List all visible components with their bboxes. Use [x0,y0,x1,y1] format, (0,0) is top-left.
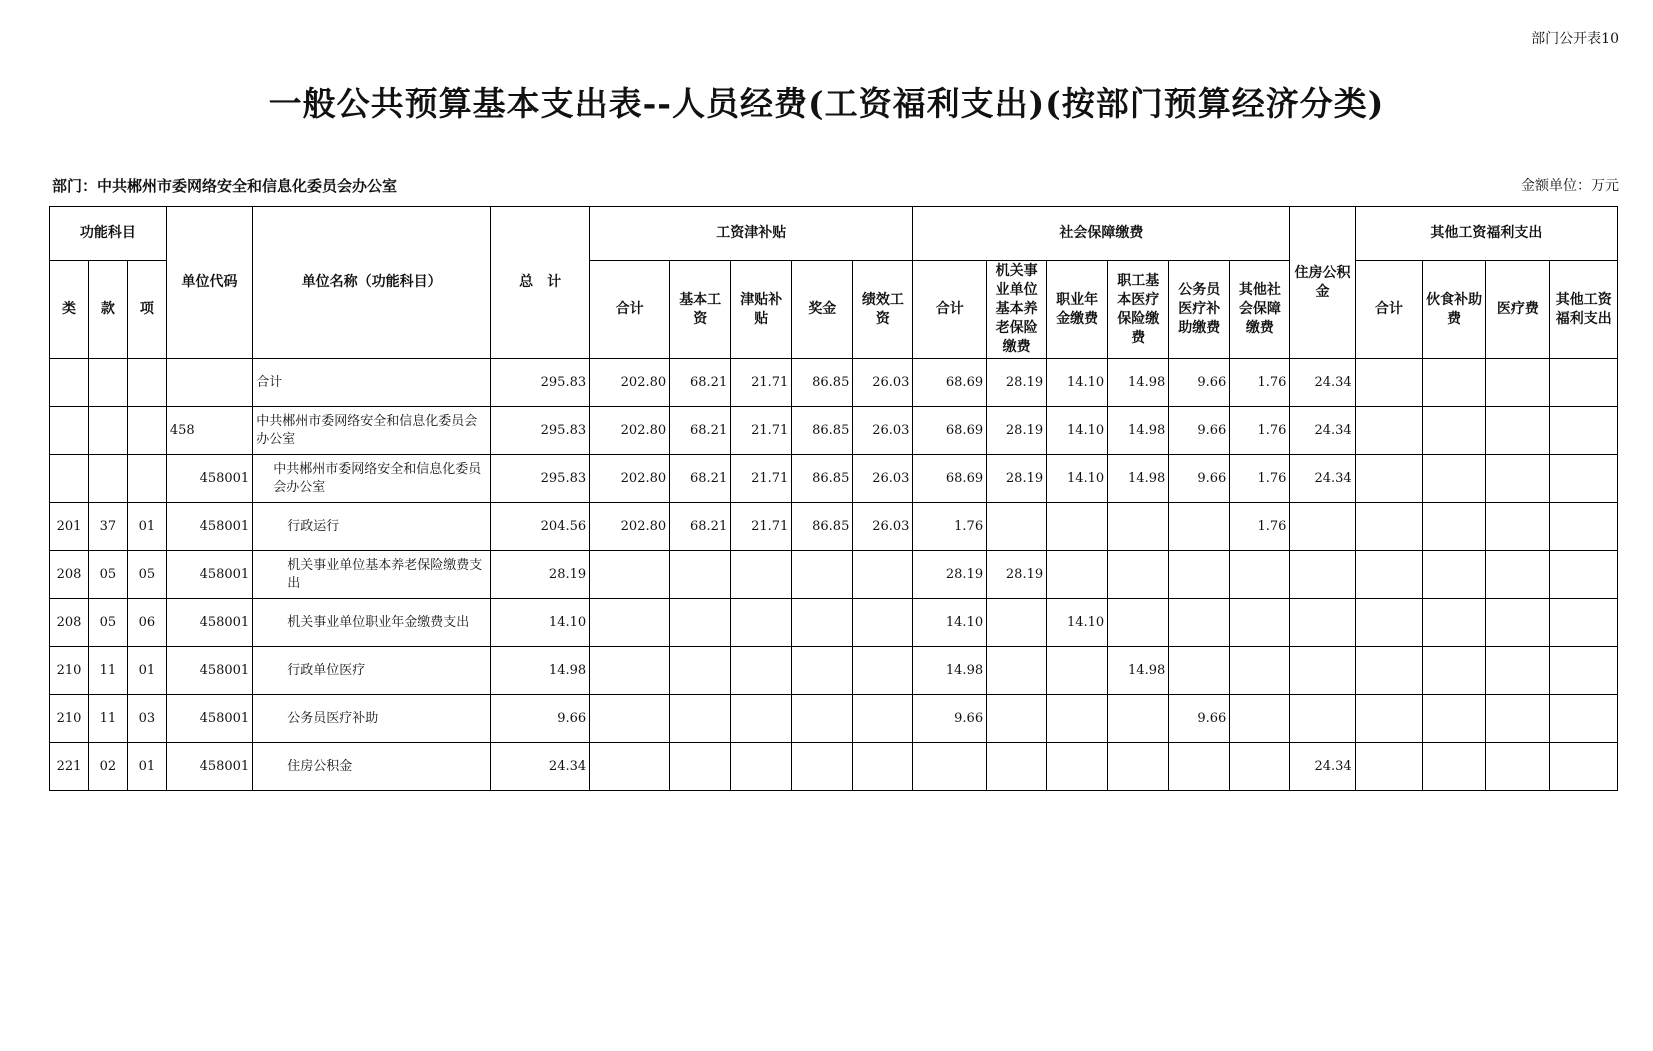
cell-unit-code: 458001 [166,455,252,503]
header-func-subject: 功能科目 [50,207,167,261]
table-row [50,407,1618,455]
cell-basic-wage [670,695,731,743]
cell-basic-wage [670,599,731,647]
cell-bonus: 86.85 [792,407,853,455]
header-civil-medical: 公务员医疗补助缴费 [1169,261,1230,359]
cell-annuity [1047,695,1108,743]
cell-other-social: 1.76 [1230,503,1290,551]
cell-housing: 24.34 [1290,455,1355,503]
cell-other-total [1355,599,1422,647]
cell-pension [987,743,1047,791]
amount-unit-label: 金额单位：万元 [1521,178,1619,194]
cell-lei: 210 [50,647,89,695]
header-medical: 职工基本医疗保险缴费 [1108,261,1169,359]
cell-xiang: 01 [127,503,166,551]
cell-unit-name: 中共郴州市委网络安全和信息化委员会办公室 [253,455,491,503]
cell-total: 24.34 [491,743,590,791]
cell-medical [1108,599,1169,647]
cell-allowance: 21.71 [731,455,792,503]
cell-unit-name: 机关事业单位职业年金缴费支出 [253,599,491,647]
cell-medical-fee [1486,743,1550,791]
cell-basic-wage [670,551,731,599]
cell-annuity: 14.10 [1047,455,1108,503]
cell-other-total [1355,695,1422,743]
cell-allowance: 21.71 [731,359,792,407]
table-row [50,551,1618,599]
cell-total: 295.83 [491,359,590,407]
cell-unit-name: 行政运行 [253,503,491,551]
cell-total: 295.83 [491,407,590,455]
cell-xiang: 03 [127,695,166,743]
cell-performance [853,599,913,647]
budget-table [49,206,1618,791]
cell-lei: 221 [50,743,89,791]
cell-unit-name: 行政单位医疗 [253,647,491,695]
cell-unit-code: 458001 [166,743,252,791]
cell-other-welfare [1550,551,1618,599]
header-wage-total: 合计 [590,261,670,359]
cell-social-total: 68.69 [913,359,987,407]
cell-performance [853,551,913,599]
department-label: 部门：中共郴州市委网络安全和信息化委员会办公室 [52,177,398,195]
cell-lei: 208 [50,551,89,599]
cell-kuan: 02 [88,743,127,791]
cell-medical-fee [1486,599,1550,647]
cell-other-welfare [1550,359,1618,407]
cell-pension [987,695,1047,743]
cell-civil-medical: 9.66 [1169,455,1230,503]
cell-other-total [1355,551,1422,599]
cell-civil-medical: 9.66 [1169,695,1230,743]
cell-wage-total [590,743,670,791]
cell-pension [987,599,1047,647]
cell-other-welfare [1550,695,1618,743]
cell-basic-wage: 68.21 [670,503,731,551]
cell-performance: 26.03 [853,503,913,551]
form-label: 部门公开表10 [1531,31,1619,47]
cell-kuan: 05 [88,551,127,599]
cell-civil-medical [1169,647,1230,695]
header-annuity: 职业年金缴费 [1047,261,1108,359]
cell-performance [853,695,913,743]
cell-xiang [127,455,166,503]
header-kuan: 款 [88,261,127,359]
cell-other-social [1230,599,1290,647]
cell-total: 14.98 [491,647,590,695]
cell-performance: 26.03 [853,407,913,455]
cell-pension [987,647,1047,695]
header-other-total: 合计 [1355,261,1422,359]
cell-meal [1423,743,1486,791]
cell-kuan [88,359,127,407]
cell-allowance [731,695,792,743]
cell-total: 295.83 [491,455,590,503]
cell-annuity [1047,551,1108,599]
cell-unit-name: 中共郴州市委网络安全和信息化委员会办公室 [253,407,491,455]
cell-pension: 28.19 [987,407,1047,455]
cell-annuity: 14.10 [1047,407,1108,455]
cell-social-total: 9.66 [913,695,987,743]
cell-total: 9.66 [491,695,590,743]
cell-medical-fee [1486,695,1550,743]
cell-kuan [88,407,127,455]
cell-allowance: 21.71 [731,407,792,455]
cell-medical [1108,551,1169,599]
cell-allowance [731,599,792,647]
cell-annuity [1047,743,1108,791]
cell-performance: 26.03 [853,455,913,503]
cell-civil-medical: 9.66 [1169,407,1230,455]
header-wage-group: 工资津补贴 [590,207,913,261]
cell-xiang: 05 [127,551,166,599]
page-title: 一般公共预算基本支出表--人员经费(工资福利支出)(按部门预算经济分类) [268,84,1385,123]
cell-civil-medical [1169,599,1230,647]
cell-medical [1108,743,1169,791]
cell-pension: 28.19 [987,551,1047,599]
cell-total: 204.56 [491,503,590,551]
header-basic-wage: 基本工资 [670,261,731,359]
cell-lei [50,359,89,407]
cell-medical-fee [1486,407,1550,455]
cell-other-total [1355,503,1422,551]
cell-medical-fee [1486,359,1550,407]
cell-civil-medical [1169,503,1230,551]
cell-medical: 14.98 [1108,455,1169,503]
cell-bonus: 86.85 [792,455,853,503]
header-allowance: 津贴补贴 [731,261,792,359]
cell-social-total: 1.76 [913,503,987,551]
header-bonus: 奖金 [792,261,853,359]
cell-unit-code: 458001 [166,551,252,599]
cell-bonus [792,551,853,599]
cell-other-welfare [1550,407,1618,455]
cell-medical [1108,695,1169,743]
cell-xiang [127,359,166,407]
cell-lei: 210 [50,695,89,743]
cell-lei: 208 [50,599,89,647]
cell-xiang: 01 [127,647,166,695]
cell-other-welfare [1550,599,1618,647]
cell-other-social: 1.76 [1230,407,1290,455]
cell-social-total: 14.98 [913,647,987,695]
header-social-group: 社会保障缴费 [913,207,1290,261]
cell-housing: 24.34 [1290,743,1355,791]
cell-other-total [1355,647,1422,695]
header-lei: 类 [50,261,89,359]
cell-unit-code [166,359,252,407]
cell-other-social [1230,647,1290,695]
cell-other-social [1230,743,1290,791]
cell-medical [1108,503,1169,551]
cell-medical: 14.98 [1108,647,1169,695]
table-row [50,455,1618,503]
header-meal: 伙食补助费 [1423,261,1486,359]
cell-kuan: 11 [88,647,127,695]
header-total: 总 计 [491,207,590,359]
table-row [50,599,1618,647]
cell-civil-medical [1169,743,1230,791]
cell-allowance [731,551,792,599]
cell-basic-wage: 68.21 [670,407,731,455]
cell-bonus: 86.85 [792,503,853,551]
cell-wage-total: 202.80 [590,503,670,551]
cell-social-total: 14.10 [913,599,987,647]
cell-meal [1423,359,1486,407]
cell-annuity: 14.10 [1047,359,1108,407]
cell-xiang: 06 [127,599,166,647]
header-other-group: 其他工资福利支出 [1355,207,1617,261]
header-pension: 机关事业单位基本养老保险缴费 [987,261,1047,359]
cell-lei: 201 [50,503,89,551]
table-row [50,743,1618,791]
cell-xiang [127,407,166,455]
cell-social-total: 68.69 [913,455,987,503]
cell-basic-wage: 68.21 [670,455,731,503]
cell-wage-total: 202.80 [590,407,670,455]
cell-medical: 14.98 [1108,359,1169,407]
cell-meal [1423,455,1486,503]
cell-housing [1290,599,1355,647]
header-other-welfare: 其他工资福利支出 [1550,261,1618,359]
cell-total: 28.19 [491,551,590,599]
cell-wage-total [590,551,670,599]
cell-wage-total [590,599,670,647]
cell-other-total [1355,455,1422,503]
header-housing: 住房公积金 [1290,207,1355,359]
cell-unit-code: 458001 [166,695,252,743]
cell-bonus: 86.85 [792,359,853,407]
header-unit-name: 单位名称（功能科目） [253,207,491,359]
cell-wage-total [590,695,670,743]
cell-performance [853,647,913,695]
header-performance: 绩效工资 [853,261,913,359]
cell-other-welfare [1550,647,1618,695]
cell-social-total [913,743,987,791]
cell-meal [1423,647,1486,695]
table-row [50,695,1618,743]
cell-pension: 28.19 [987,455,1047,503]
cell-unit-name: 住房公积金 [253,743,491,791]
cell-lei [50,455,89,503]
cell-xiang: 01 [127,743,166,791]
cell-unit-name: 机关事业单位基本养老保险缴费支出 [253,551,491,599]
cell-annuity [1047,503,1108,551]
cell-other-total [1355,359,1422,407]
cell-wage-total: 202.80 [590,455,670,503]
cell-medical-fee [1486,647,1550,695]
cell-other-social: 1.76 [1230,359,1290,407]
cell-medical: 14.98 [1108,407,1169,455]
cell-performance [853,743,913,791]
cell-lei [50,407,89,455]
cell-unit-code: 458 [166,407,252,455]
cell-annuity: 14.10 [1047,599,1108,647]
cell-meal [1423,599,1486,647]
cell-medical-fee [1486,503,1550,551]
table-row [50,359,1618,407]
cell-meal [1423,695,1486,743]
cell-kuan [88,455,127,503]
cell-housing [1290,695,1355,743]
header-social-total: 合计 [913,261,987,359]
cell-other-total [1355,743,1422,791]
header-unit-code: 单位代码 [166,207,252,359]
cell-other-welfare [1550,743,1618,791]
cell-wage-total [590,647,670,695]
cell-bonus [792,647,853,695]
cell-kuan: 11 [88,695,127,743]
cell-other-social [1230,551,1290,599]
cell-other-welfare [1550,503,1618,551]
cell-allowance: 21.71 [731,503,792,551]
cell-social-total: 68.69 [913,407,987,455]
cell-social-total: 28.19 [913,551,987,599]
cell-meal [1423,503,1486,551]
cell-wage-total: 202.80 [590,359,670,407]
cell-allowance [731,743,792,791]
cell-basic-wage [670,647,731,695]
cell-unit-code: 458001 [166,503,252,551]
cell-housing [1290,647,1355,695]
cell-housing [1290,503,1355,551]
cell-allowance [731,647,792,695]
cell-basic-wage: 68.21 [670,359,731,407]
cell-pension [987,503,1047,551]
cell-unit-code: 458001 [166,647,252,695]
header-medical-fee: 医疗费 [1486,261,1550,359]
cell-meal [1423,407,1486,455]
cell-medical-fee [1486,455,1550,503]
cell-housing: 24.34 [1290,359,1355,407]
cell-other-social: 1.76 [1230,455,1290,503]
cell-civil-medical [1169,551,1230,599]
cell-meal [1423,551,1486,599]
cell-unit-name: 公务员医疗补助 [253,695,491,743]
cell-unit-code: 458001 [166,599,252,647]
cell-other-welfare [1550,455,1618,503]
cell-annuity [1047,647,1108,695]
cell-bonus [792,599,853,647]
cell-housing: 24.34 [1290,407,1355,455]
cell-medical-fee [1486,551,1550,599]
cell-kuan: 37 [88,503,127,551]
cell-other-social [1230,695,1290,743]
table-row [50,503,1618,551]
cell-performance: 26.03 [853,359,913,407]
cell-unit-name: 合计 [253,359,491,407]
header-other-social: 其他社会保障缴费 [1230,261,1290,359]
cell-bonus [792,743,853,791]
cell-total: 14.10 [491,599,590,647]
cell-kuan: 05 [88,599,127,647]
header-xiang: 项 [127,261,166,359]
cell-civil-medical: 9.66 [1169,359,1230,407]
table-row [50,647,1618,695]
cell-pension: 28.19 [987,359,1047,407]
cell-bonus [792,695,853,743]
cell-housing [1290,551,1355,599]
cell-other-total [1355,407,1422,455]
cell-basic-wage [670,743,731,791]
